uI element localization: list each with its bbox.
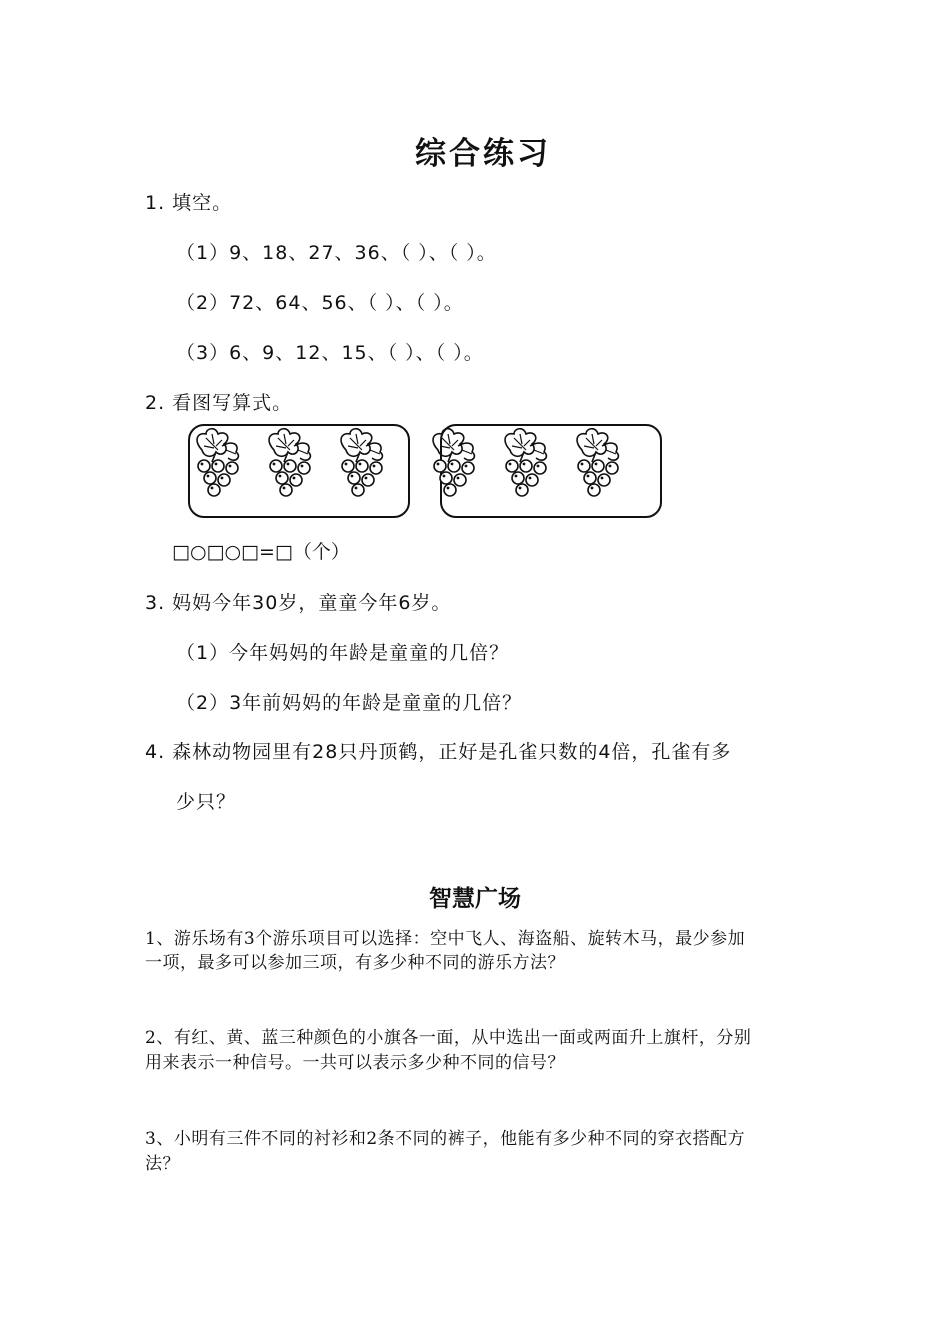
q1-item-2: （2）72、64、56、（ ）、（ ）。	[176, 292, 464, 314]
wisdom-item-2-line-2: 用来表示一种信号。一共可以表示多少种不同的信号？	[145, 1053, 565, 1073]
q1-item-3: （3）6、9、12、15、（ ）、（ ）。	[176, 342, 484, 364]
wisdom-item-3-line-2: 法？	[145, 1154, 180, 1174]
q2-stem: 2. 看图写算式。	[145, 392, 293, 414]
grape-cluster-icon	[269, 429, 310, 496]
grape-cluster-icon	[505, 429, 546, 496]
q3-stem: 3. 妈妈今年30岁，童童今年6岁。	[145, 592, 452, 614]
q4-line-2: 少只？	[176, 791, 237, 813]
q1-item-1: （1）9、18、27、36、（ ）、（ ）。	[176, 242, 497, 264]
grape-cluster-icon	[433, 429, 474, 496]
wisdom-title: 智慧广场	[429, 886, 521, 912]
grape-cluster-icon	[197, 429, 238, 496]
wisdom-item-3-line-1: 3、小明有三件不同的衬衫和2条不同的裤子，他能有多少种不同的穿衣搭配方	[145, 1129, 746, 1149]
grape-cluster-icon	[341, 429, 382, 496]
wisdom-item-1-line-1: 1、游乐场有3个游乐项目可以选择：空中飞人、海盗船、旋转木马，最少参加	[145, 929, 746, 949]
q3-item-2: （2）3年前妈妈的年龄是童童的几倍？	[176, 692, 523, 714]
q4-line-1: 4. 森林动物园里有28只丹顶鹤，正好是孔雀只数的4倍，孔雀有多	[145, 741, 732, 763]
wisdom-item-1-line-2: 一项，最多可以参加三项，有多少种不同的游乐方法？	[145, 953, 565, 973]
grape-illustration	[0, 0, 950, 540]
wisdom-item-2-line-1: 2、有红、黄、蓝三种颜色的小旗各一面，从中选出一面或两面升上旗杆，分别	[145, 1028, 752, 1048]
q2-formula: □○□○□=□（个）	[172, 541, 350, 563]
grape-cluster-icon	[577, 429, 618, 496]
q1-stem: 1. 填空。	[145, 192, 233, 214]
page-title: 综合练习	[415, 136, 551, 172]
q3-item-1: （1）今年妈妈的年龄是童童的几倍？	[176, 642, 510, 664]
